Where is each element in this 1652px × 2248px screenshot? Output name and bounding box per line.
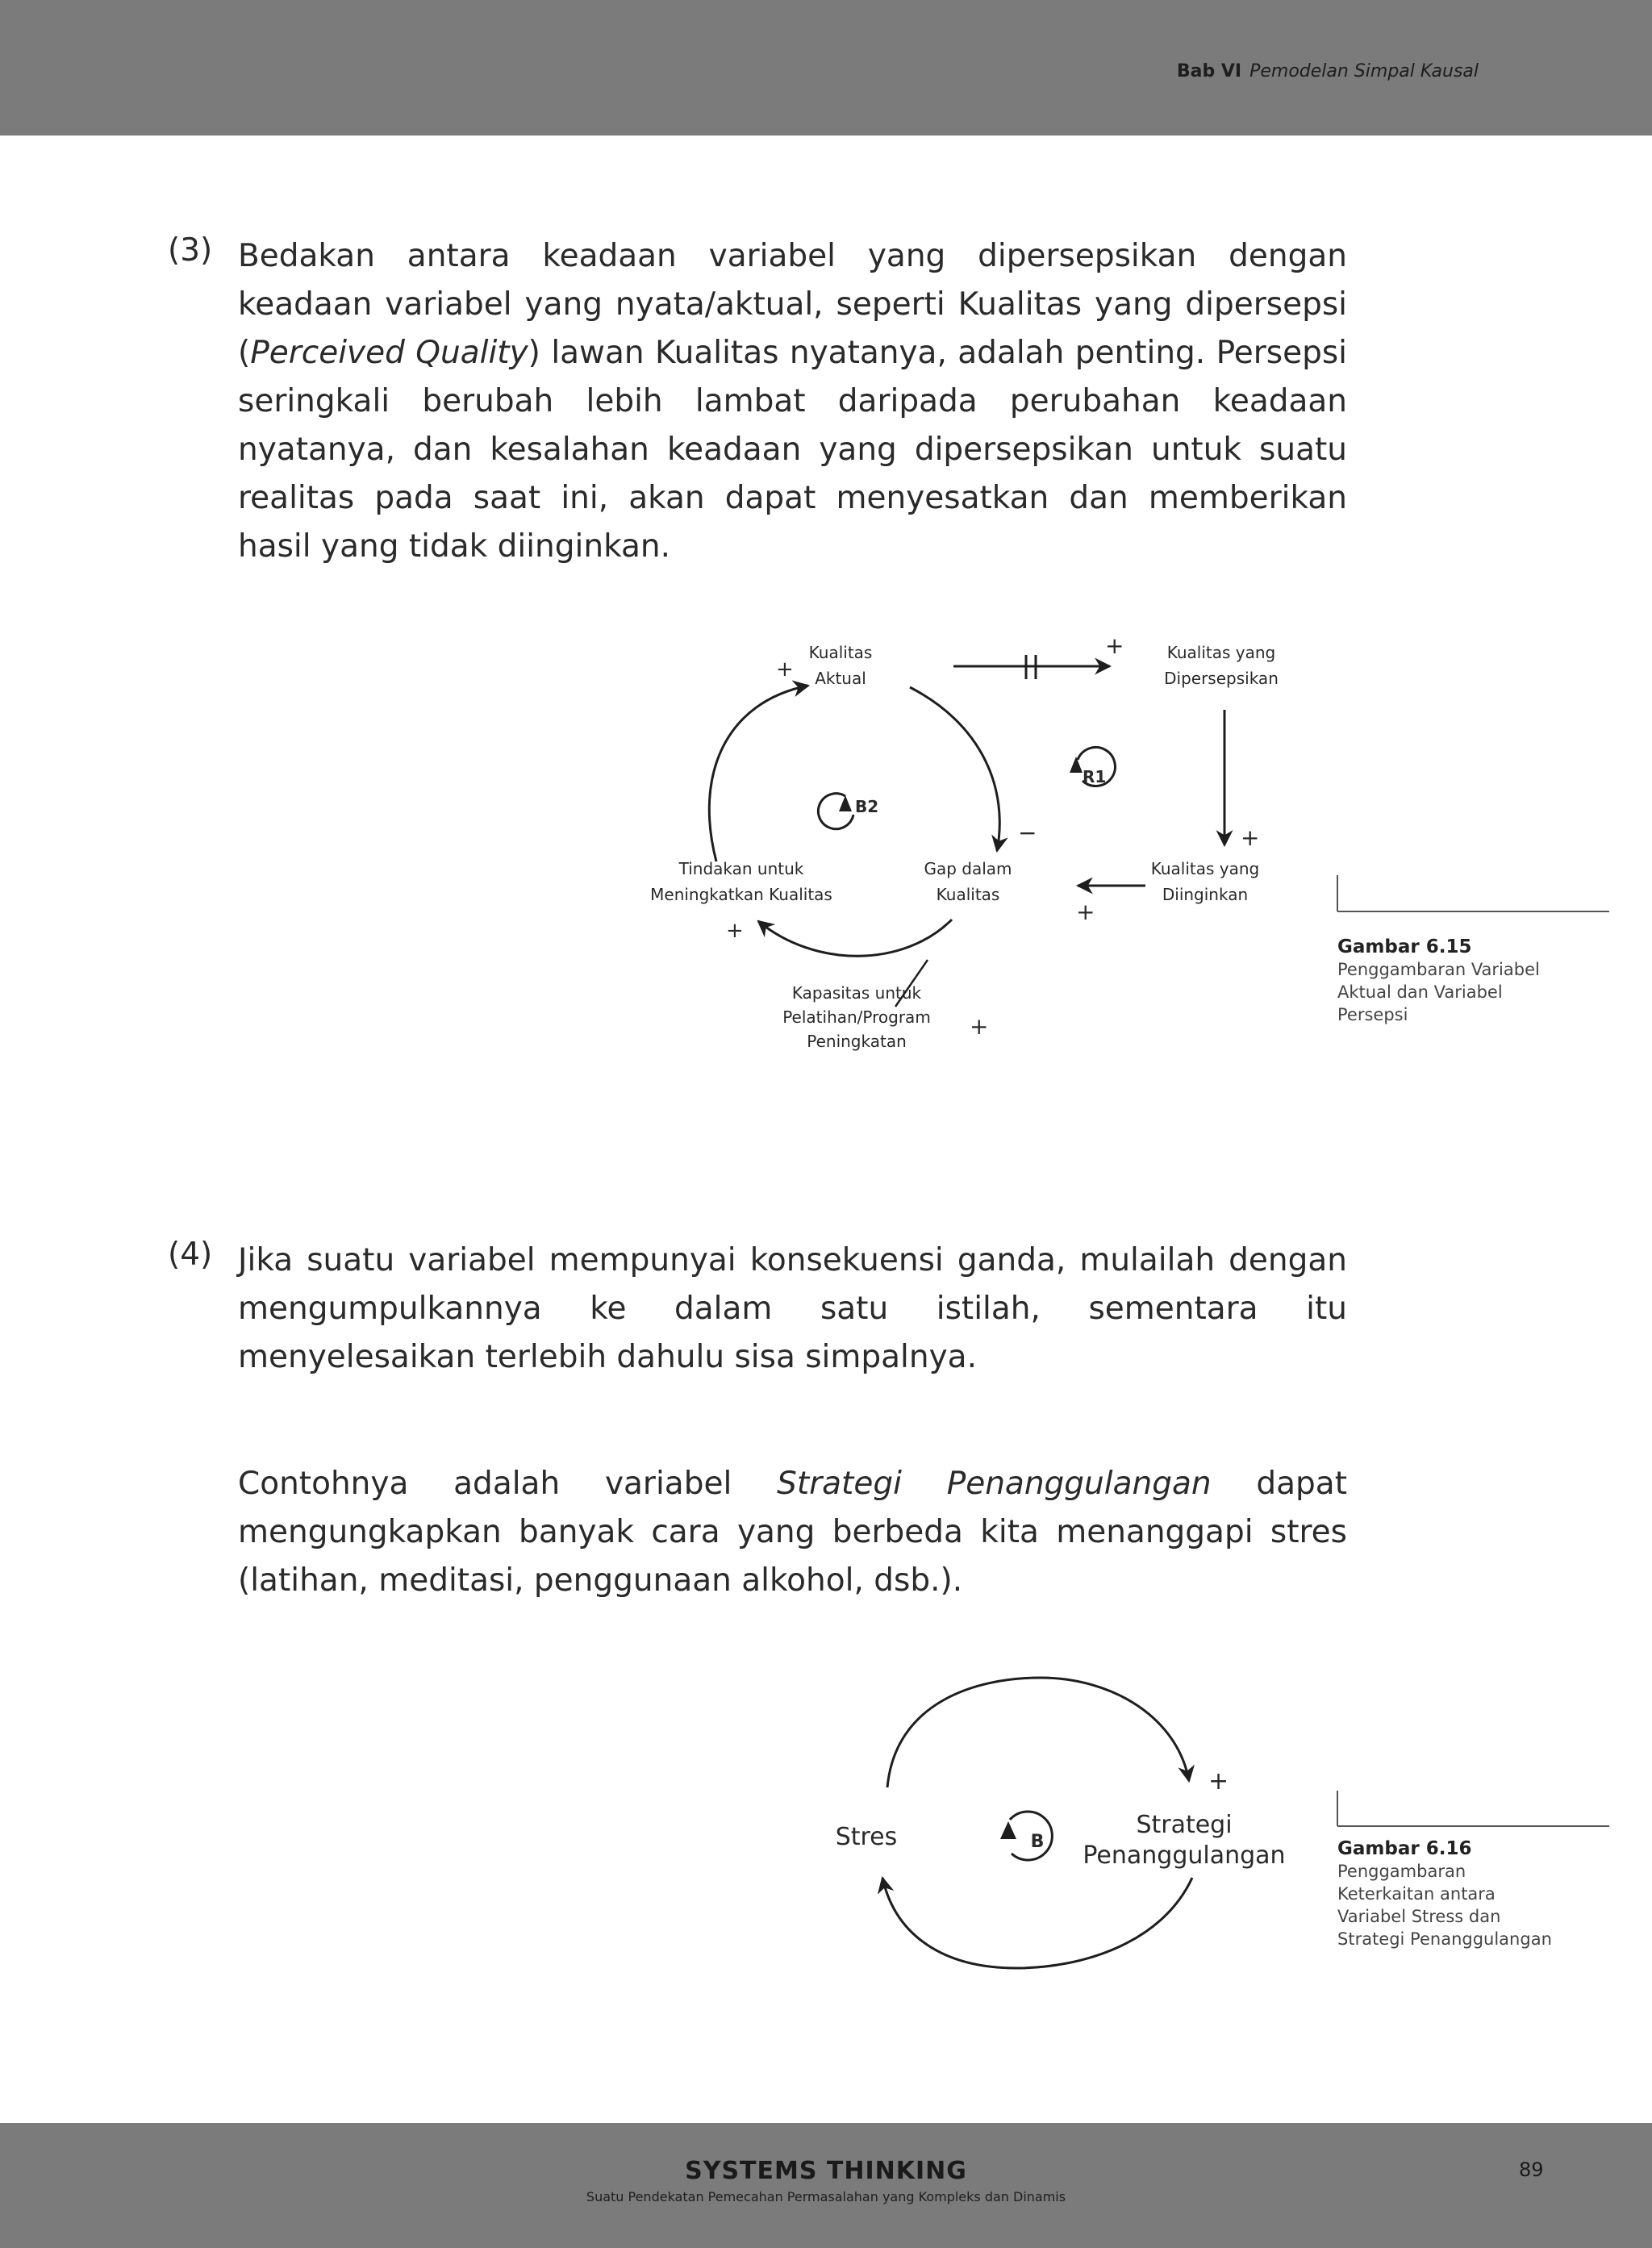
paragraph-italic: Strategi Penanggulangan bbox=[777, 1466, 1212, 1502]
item-number-4: (4) bbox=[168, 1237, 213, 1273]
paragraph-italic: Perceived Quality bbox=[250, 335, 528, 371]
caption-figure-6-16 bbox=[1337, 1837, 1612, 1950]
polarity-plus: + bbox=[1208, 1767, 1229, 1795]
polarity-plus: + bbox=[970, 1013, 989, 1040]
node-gap-kualitas: Kualitas bbox=[936, 885, 1000, 904]
polarity-plus: + bbox=[1241, 824, 1260, 851]
loop-b2-arrowhead bbox=[839, 795, 852, 811]
caption-title: Gambar 6.16 bbox=[1337, 1838, 1472, 1859]
node-kualitas-aktual: Kualitas bbox=[808, 643, 873, 662]
page-number: 89 bbox=[1519, 2158, 1544, 2181]
node-strategi: Penanggulangan bbox=[1083, 1841, 1286, 1870]
caption-title: Gambar 6.15 bbox=[1337, 936, 1472, 957]
node-kualitas-dipersepsikan: Dipersepsikan bbox=[1164, 669, 1279, 688]
caption-line: Aktual dan Variabel bbox=[1337, 982, 1503, 1002]
node-kapasitas: Pelatihan/Program bbox=[782, 1007, 931, 1027]
polarity-plus: + bbox=[726, 919, 744, 943]
caption-line: Persepsi bbox=[1337, 1005, 1408, 1024]
node-kualitas-aktual: Aktual bbox=[815, 669, 866, 688]
polarity-plus: + bbox=[776, 657, 794, 682]
loop-b-label: B bbox=[1030, 1832, 1045, 1852]
loop-r1-arrowhead bbox=[1070, 757, 1083, 773]
node-tindakan: Tindakan untuk bbox=[678, 859, 804, 878]
loop-b2-label: B2 bbox=[855, 797, 879, 816]
paragraph-text: Contohnya adalah variabel bbox=[238, 1466, 778, 1502]
node-stres: Stres bbox=[835, 1823, 898, 1851]
paragraph-item-4: Jika suatu variabel mempunyai konsekuensi ganda, mulailah dengan mengumpulkannya ke dalam satu istilah, sementara itu menyelesaikan terlebih dahulu sisa simpalnya. bbox=[238, 1242, 1347, 1375]
caption-line: Strategi Penanggulangan bbox=[1337, 1929, 1552, 1949]
node-strategi: Strategi bbox=[1136, 1811, 1233, 1839]
paragraph-text: dapat mengungkapkan banyak cara yang berbeda kita menanggapi stres (latihan, meditasi, penggunaan alkohol, dsb.). bbox=[238, 1466, 1347, 1599]
paragraph-text: Bedakan antara keadaan variabel yang dipersepsikan dengan keadaan variabel yang nyata/aktual, seperti Kualitas yang dipersepsi ( bbox=[238, 238, 1347, 371]
node-kapasitas: Peningkatan bbox=[807, 1032, 907, 1051]
caption-figure-6-15 bbox=[1337, 936, 1612, 1026]
book-subtitle: Suatu Pendekatan Pemecahan Permasalahan yang Kompleks dan Dinamis bbox=[586, 2189, 1066, 2204]
arrow-tindakan-to-aktual bbox=[709, 686, 808, 861]
node-kualitas-diinginkan: Kualitas yang bbox=[1150, 859, 1260, 878]
arrow-stres-to-strategi bbox=[887, 1678, 1189, 1787]
polarity-minus: − bbox=[1018, 820, 1037, 846]
caption-line: Variabel Stress dan bbox=[1337, 1907, 1501, 1926]
node-kualitas-diinginkan: Diinginkan bbox=[1162, 885, 1249, 904]
node-kapasitas: Kapasitas untuk bbox=[791, 983, 922, 1003]
polarity-plus: + bbox=[1076, 899, 1095, 925]
footer-band bbox=[0, 2123, 1652, 2248]
node-tindakan: Meningkatkan Kualitas bbox=[650, 885, 832, 904]
chapter-title: Pemodelan Simpal Kausal bbox=[1249, 61, 1479, 81]
item-number-3: (3) bbox=[168, 232, 213, 269]
polarity-plus: + bbox=[1105, 632, 1124, 659]
chapter-number: Bab VI bbox=[1176, 61, 1242, 81]
arrow-aktual-to-gap bbox=[910, 687, 999, 851]
paragraph-text: ) lawan Kualitas nyatanya, adalah penting. Persepsi seringkali berubah lebih lambat daripada perubahan keadaan nyatanya, dan kesalahan keadaan yang dipersepsikan untuk suatu realitas pada saat ini, akan dapat menyesatkan dan memberikan hasil yang tidak diinginkan. bbox=[238, 335, 1348, 565]
node-gap-kualitas: Gap dalam bbox=[924, 859, 1012, 878]
caption-line: Penggambaran Variabel bbox=[1337, 960, 1540, 979]
caption-line: Penggambaran bbox=[1337, 1862, 1466, 1881]
loop-r1-label: R1 bbox=[1083, 767, 1107, 786]
arrow-strategi-to-stres bbox=[882, 1878, 1192, 1968]
arrow-gap-to-tindakan bbox=[758, 920, 952, 956]
loop-b-arrowhead bbox=[1000, 1821, 1016, 1839]
node-kualitas-dipersepsikan: Kualitas yang bbox=[1166, 643, 1276, 662]
book-title: SYSTEMS THINKING bbox=[685, 2157, 967, 2185]
caption-line: Keterkaitan antara bbox=[1337, 1884, 1496, 1904]
